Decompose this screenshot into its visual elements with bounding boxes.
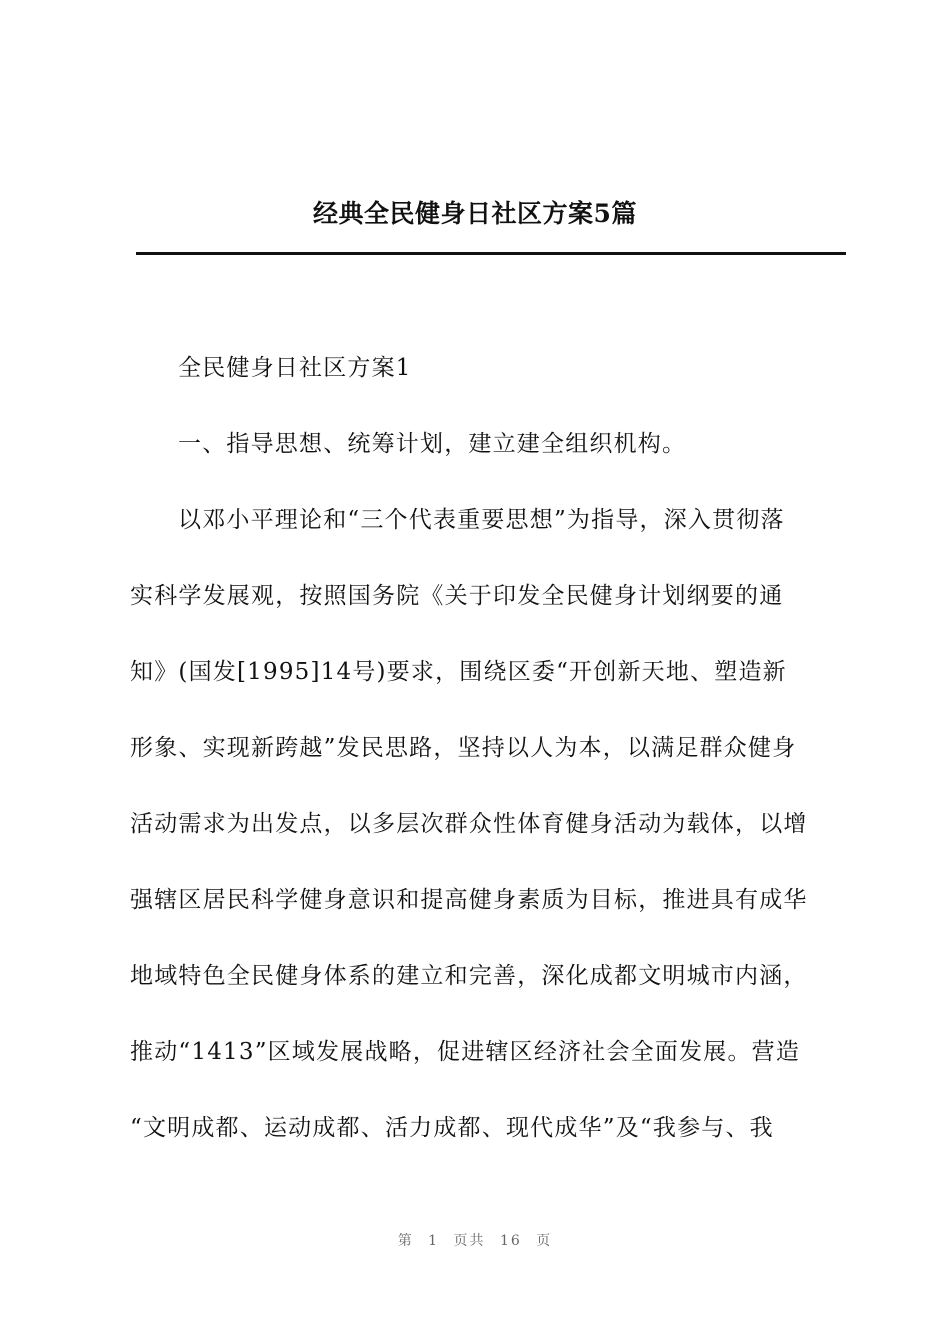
footer-suffix: 页 [536,1233,553,1249]
paragraph-line: 地域特色全民健身体系的建立和完善，深化成都文明城市内涵， [130,963,808,989]
paragraph-line: 知》(国发[1995]14号)要求，围绕区委“开创新天地、塑造新 [130,659,787,685]
paragraph-line: 推动“1413”区域发展战略，促进辖区经济社会全面发展。营造 [130,1039,801,1065]
paragraph-line: 活动需求为出发点，以多层次群众性体育健身活动为载体，以增 [130,811,808,837]
footer-page-number: 1 [428,1233,440,1249]
subheading: 一、指导思想、统筹计划，建立建全组织机构。 [178,431,687,457]
section-heading: 全民健身日社区方案1 [178,355,412,381]
paragraph-line: 以邓小平理论和“三个代表重要思想”为指导，深入贯彻落 [178,507,785,533]
footer-total-pages: 16 [500,1233,522,1249]
paragraph-line: 形象、实现新跨越”发民思路，坚持以人为本，以满足群众健身 [130,735,797,761]
footer-prefix: 第 [397,1233,414,1249]
document-body [130,330,842,1166]
paragraph-line: 强辖区居民科学健身意识和提高健身素质为目标，推进具有成华 [130,887,808,913]
footer-middle: 页共 [453,1233,486,1249]
document-title: 经典全民健身日社区方案5篇 [313,199,637,228]
paragraph-line: 实科学发展观，按照国务院《关于印发全民健身计划纲要的通 [130,583,784,609]
page-footer [0,1230,950,1250]
paragraph-line: “文明成都、运动成都、活力成都、现代成华”及“我参与、我 [130,1115,774,1141]
title-underline [136,252,846,255]
